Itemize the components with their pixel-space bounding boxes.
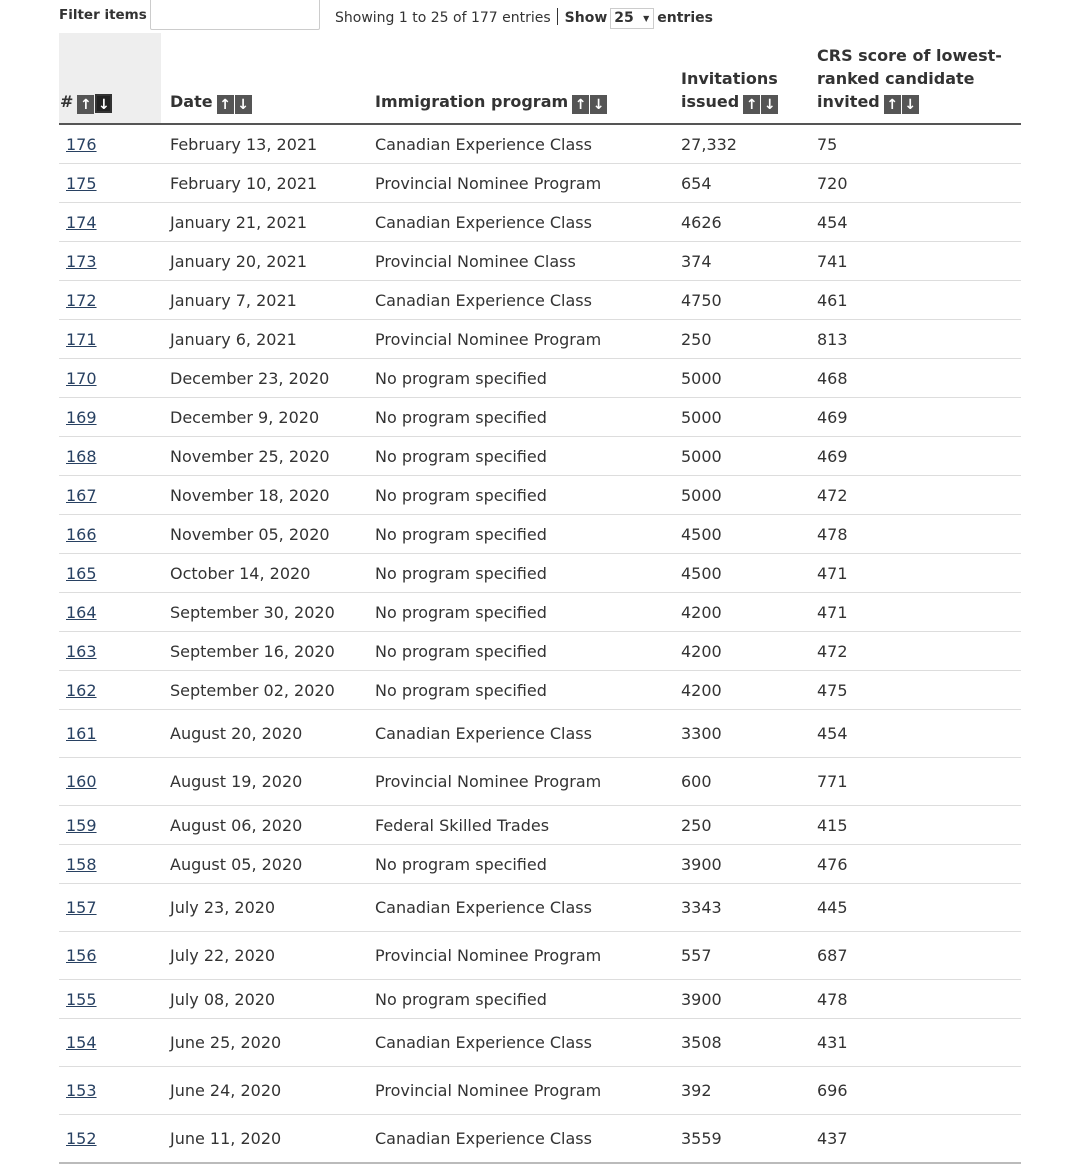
table-controls	[59, 0, 1021, 33]
invitations-cell: 4500	[681, 554, 817, 593]
invitations-cell: 250	[681, 320, 817, 359]
program-cell: No program specified	[375, 632, 681, 671]
crs-score-cell: 469	[817, 437, 1021, 476]
table-row	[59, 398, 1021, 437]
table-row	[59, 1115, 1021, 1164]
program-cell: No program specified	[375, 671, 681, 710]
table-row	[59, 320, 1021, 359]
table-row	[59, 1019, 1021, 1067]
draw-number-cell	[59, 671, 161, 710]
invitations-cell: 4750	[681, 281, 817, 320]
draw-number-cell	[59, 437, 161, 476]
draw-number-cell	[59, 932, 161, 980]
date-cell: August 19, 2020	[161, 758, 375, 806]
invitations-cell: 5000	[681, 359, 817, 398]
invitations-cell: 3559	[681, 1115, 817, 1164]
column-label: Date	[170, 92, 213, 111]
table-info	[335, 8, 713, 29]
sort-ascending-icon[interactable]: ↑	[884, 95, 901, 114]
program-cell: No program specified	[375, 593, 681, 632]
program-cell: Provincial Nominee Class	[375, 242, 681, 281]
show-label: Show	[564, 10, 608, 26]
program-cell: No program specified	[375, 554, 681, 593]
date-cell: November 05, 2020	[161, 515, 375, 554]
crs-score-cell: 478	[817, 980, 1021, 1019]
table-row	[59, 980, 1021, 1019]
table-row	[59, 632, 1021, 671]
date-cell: September 02, 2020	[161, 671, 375, 710]
crs-score-cell: 469	[817, 398, 1021, 437]
table-row	[59, 515, 1021, 554]
sort-controls	[77, 92, 112, 115]
invitations-cell: 4200	[681, 632, 817, 671]
filter-input[interactable]	[150, 0, 320, 30]
draw-number-link[interactable]: 166	[66, 524, 97, 544]
table-row	[59, 281, 1021, 320]
draw-number-cell	[59, 359, 161, 398]
table-row	[59, 884, 1021, 932]
draw-number-cell	[59, 632, 161, 671]
draw-number-cell	[59, 164, 161, 203]
draw-number-cell	[59, 515, 161, 554]
crs-score-cell: 476	[817, 845, 1021, 884]
program-cell: No program specified	[375, 398, 681, 437]
program-cell: Canadian Experience Class	[375, 1115, 681, 1164]
draw-number-cell	[59, 710, 161, 758]
table-row	[59, 1067, 1021, 1115]
draw-number-link[interactable]: 154	[66, 1033, 97, 1052]
program-cell: Canadian Experience Class	[375, 1019, 681, 1067]
column-header-date[interactable]	[161, 33, 375, 124]
date-cell: January 7, 2021	[161, 281, 375, 320]
table-row	[59, 164, 1021, 203]
sort-descending-icon[interactable]: ↓	[761, 95, 778, 114]
draw-number-cell	[59, 884, 161, 932]
invitations-cell: 4200	[681, 593, 817, 632]
date-cell: November 25, 2020	[161, 437, 375, 476]
draw-number-cell	[59, 554, 161, 593]
column-header-number[interactable]	[59, 33, 161, 124]
draw-number-link[interactable]: 176	[66, 134, 97, 154]
crs-score-cell: 771	[817, 758, 1021, 806]
column-label-line: CRS score of lowest-	[817, 46, 1002, 65]
column-label: #	[60, 92, 74, 111]
table-row	[59, 359, 1021, 398]
draw-number-link[interactable]: 160	[66, 772, 97, 791]
program-cell: Provincial Nominee Program	[375, 320, 681, 359]
crs-score-cell: 415	[817, 806, 1021, 845]
date-cell: July 08, 2020	[161, 980, 375, 1019]
date-cell: July 23, 2020	[161, 884, 375, 932]
program-cell: Canadian Experience Class	[375, 884, 681, 932]
draw-number-link[interactable]: 155	[66, 989, 97, 1009]
page-length-value: 25	[614, 10, 634, 26]
crs-score-cell: 813	[817, 320, 1021, 359]
draw-number-link[interactable]: 158	[66, 854, 97, 874]
table-row	[59, 932, 1021, 980]
program-cell: Canadian Experience Class	[375, 281, 681, 320]
date-cell: August 05, 2020	[161, 845, 375, 884]
crs-score-cell: 472	[817, 476, 1021, 515]
date-cell: August 20, 2020	[161, 710, 375, 758]
program-cell: No program specified	[375, 437, 681, 476]
crs-score-cell: 454	[817, 203, 1021, 242]
sort-controls	[217, 92, 252, 115]
table-row	[59, 554, 1021, 593]
rounds-table	[59, 33, 1021, 1164]
date-cell: July 22, 2020	[161, 932, 375, 980]
program-cell: Canadian Experience Class	[375, 203, 681, 242]
invitations-cell: 374	[681, 242, 817, 281]
program-cell: Canadian Experience Class	[375, 710, 681, 758]
filter-label: Filter items	[59, 7, 147, 23]
crs-score-cell: 741	[817, 242, 1021, 281]
date-cell: August 06, 2020	[161, 806, 375, 845]
program-cell: Provincial Nominee Program	[375, 164, 681, 203]
draw-number-link[interactable]: 164	[66, 602, 97, 622]
date-cell: February 13, 2021	[161, 124, 375, 164]
table-row	[59, 593, 1021, 632]
draw-number-link[interactable]: 157	[66, 898, 97, 917]
table-row	[59, 671, 1021, 710]
date-cell: January 20, 2021	[161, 242, 375, 281]
sort-descending-icon[interactable]: ↓	[590, 95, 607, 114]
entries-label: entries	[657, 10, 713, 26]
column-label-line: Invitations	[681, 69, 778, 88]
draw-number-link[interactable]: 167	[66, 485, 97, 505]
date-cell: September 16, 2020	[161, 632, 375, 671]
crs-score-cell: 475	[817, 671, 1021, 710]
crs-score-cell: 720	[817, 164, 1021, 203]
draw-number-link[interactable]: 173	[66, 251, 97, 271]
column-label-line: ranked candidate	[817, 69, 975, 88]
draw-number-cell	[59, 1115, 161, 1164]
crs-score-cell: 454	[817, 710, 1021, 758]
program-cell: Canadian Experience Class	[375, 124, 681, 164]
invitations-cell: 27,332	[681, 124, 817, 164]
draw-number-link[interactable]: 156	[66, 946, 97, 965]
draw-number-cell	[59, 281, 161, 320]
invitations-cell: 3343	[681, 884, 817, 932]
sort-ascending-icon[interactable]: ↑	[217, 95, 234, 114]
sort-controls	[884, 92, 919, 115]
invitations-cell: 4626	[681, 203, 817, 242]
sort-ascending-icon[interactable]: ↑	[743, 95, 760, 114]
invitations-cell: 3900	[681, 980, 817, 1019]
table-row	[59, 710, 1021, 758]
table-row	[59, 124, 1021, 164]
draw-number-link[interactable]: 172	[66, 290, 97, 310]
draw-number-cell	[59, 845, 161, 884]
draw-number-cell	[59, 758, 161, 806]
crs-score-cell: 472	[817, 632, 1021, 671]
draw-number-cell	[59, 806, 161, 845]
crs-score-cell: 431	[817, 1019, 1021, 1067]
date-cell: June 24, 2020	[161, 1067, 375, 1115]
table-row	[59, 806, 1021, 845]
invitations-cell: 5000	[681, 476, 817, 515]
invitations-cell: 5000	[681, 437, 817, 476]
draw-number-link[interactable]: 163	[66, 641, 97, 661]
draw-number-cell	[59, 1067, 161, 1115]
draw-number-link[interactable]: 175	[66, 173, 97, 193]
crs-score-cell: 445	[817, 884, 1021, 932]
invitations-cell: 3508	[681, 1019, 817, 1067]
column-label-line: invited	[817, 92, 880, 111]
table-row	[59, 203, 1021, 242]
invitations-cell: 250	[681, 806, 817, 845]
date-cell: December 23, 2020	[161, 359, 375, 398]
draw-number-cell	[59, 1019, 161, 1067]
program-cell: Provincial Nominee Program	[375, 932, 681, 980]
invitations-cell: 557	[681, 932, 817, 980]
date-cell: October 14, 2020	[161, 554, 375, 593]
date-cell: November 18, 2020	[161, 476, 375, 515]
separator	[557, 8, 558, 25]
table-row	[59, 242, 1021, 281]
sort-ascending-icon[interactable]: ↑	[572, 95, 589, 114]
program-cell: No program specified	[375, 476, 681, 515]
column-label: Immigration program	[375, 92, 569, 111]
invitations-cell: 5000	[681, 398, 817, 437]
sort-descending-icon[interactable]: ↓	[235, 95, 252, 114]
draw-number-link[interactable]: 162	[66, 680, 97, 700]
draw-number-link[interactable]: 174	[66, 212, 97, 232]
showing-text: Showing 1 to 25 of 177 entries	[335, 10, 551, 26]
column-header-program[interactable]	[375, 33, 681, 124]
draw-number-cell	[59, 398, 161, 437]
date-cell: December 9, 2020	[161, 398, 375, 437]
date-cell: February 10, 2021	[161, 164, 375, 203]
crs-score-cell: 461	[817, 281, 1021, 320]
table-row	[59, 476, 1021, 515]
draw-number-cell	[59, 242, 161, 281]
sort-ascending-icon[interactable]: ↑	[77, 95, 94, 114]
invitations-cell: 4200	[681, 671, 817, 710]
sort-controls	[743, 92, 778, 115]
program-cell: No program specified	[375, 359, 681, 398]
crs-score-cell: 471	[817, 593, 1021, 632]
draw-number-link[interactable]: 169	[66, 407, 97, 427]
program-cell: No program specified	[375, 845, 681, 884]
sort-descending-icon[interactable]: ↓	[902, 95, 919, 114]
draw-number-cell	[59, 320, 161, 359]
date-cell: January 21, 2021	[161, 203, 375, 242]
program-cell: Federal Skilled Trades	[375, 806, 681, 845]
invitations-cell: 600	[681, 758, 817, 806]
program-cell: No program specified	[375, 980, 681, 1019]
draw-number-cell	[59, 980, 161, 1019]
draw-number-link[interactable]: 159	[66, 815, 97, 835]
table-row	[59, 758, 1021, 806]
draw-number-cell	[59, 203, 161, 242]
date-cell: September 30, 2020	[161, 593, 375, 632]
invitations-cell: 392	[681, 1067, 817, 1115]
program-cell: Provincial Nominee Program	[375, 1067, 681, 1115]
crs-score-cell: 437	[817, 1115, 1021, 1164]
draw-number-link[interactable]: 161	[66, 724, 97, 743]
invitations-cell: 654	[681, 164, 817, 203]
draw-number-cell	[59, 124, 161, 164]
crs-score-cell: 696	[817, 1067, 1021, 1115]
date-cell: June 25, 2020	[161, 1019, 375, 1067]
crs-score-cell: 687	[817, 932, 1021, 980]
program-cell: No program specified	[375, 515, 681, 554]
column-header-invitations[interactable]	[681, 33, 817, 124]
table-row	[59, 437, 1021, 476]
draw-number-cell	[59, 476, 161, 515]
draw-number-cell	[59, 593, 161, 632]
invitations-cell: 4500	[681, 515, 817, 554]
invitations-cell: 3900	[681, 845, 817, 884]
sort-controls	[572, 92, 607, 115]
sort-descending-icon[interactable]: ↓	[95, 94, 112, 113]
page-length-select[interactable]	[610, 8, 654, 29]
column-label-line: issued	[681, 92, 740, 111]
draw-number-link[interactable]: 165	[66, 563, 97, 583]
crs-score-cell: 478	[817, 515, 1021, 554]
crs-score-cell: 75	[817, 124, 1021, 164]
table-row	[59, 845, 1021, 884]
dropdown-caret-icon: ▼	[643, 14, 650, 23]
crs-score-cell: 468	[817, 359, 1021, 398]
date-cell: June 11, 2020	[161, 1115, 375, 1164]
draw-number-link[interactable]: 168	[66, 446, 97, 466]
draw-number-link[interactable]: 153	[66, 1081, 97, 1100]
column-header-crs-score[interactable]	[817, 33, 1021, 124]
draw-number-link[interactable]: 152	[66, 1129, 97, 1148]
table-body	[59, 124, 1021, 1163]
date-cell: January 6, 2021	[161, 320, 375, 359]
draw-number-link[interactable]: 170	[66, 368, 97, 388]
rounds-table-wrapper	[59, 0, 1021, 1164]
crs-score-cell: 471	[817, 554, 1021, 593]
program-cell: Provincial Nominee Program	[375, 758, 681, 806]
invitations-cell: 3300	[681, 710, 817, 758]
draw-number-link[interactable]: 171	[66, 329, 97, 349]
